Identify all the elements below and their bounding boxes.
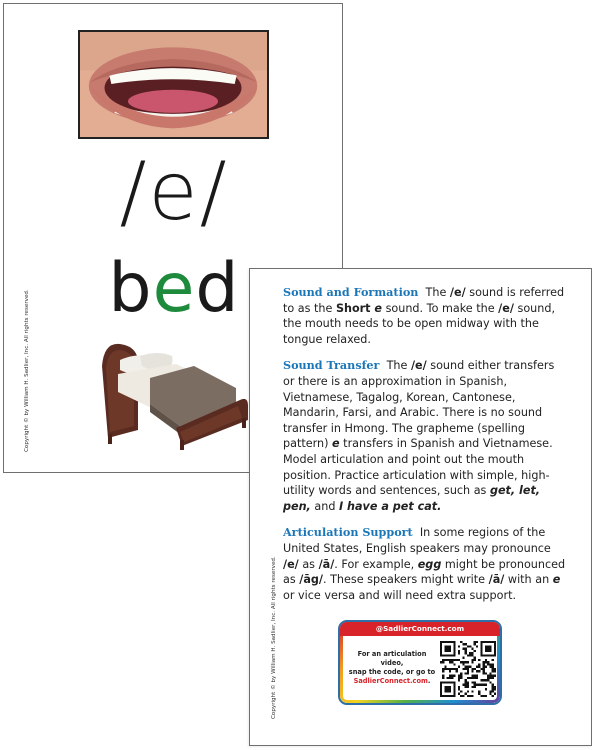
section-text: sound, the mouth needs to be open midway with the tongue relaxed. (283, 301, 556, 346)
section-text: with an (504, 573, 553, 587)
section-text: might be pronounced as (283, 557, 566, 587)
section-heading: Sound Transfer (283, 358, 380, 373)
section-text: and (310, 499, 339, 513)
section-text: e (374, 301, 383, 315)
section-text: In some regions of the United States, English speakers may pronounce (283, 526, 551, 555)
section-text: e (552, 573, 561, 587)
badge-link-suffix: . (427, 677, 431, 685)
bed-illustration (98, 334, 250, 450)
section-text: transfers in Spanish and Vietnamese. Model articulation and point out the mouth position. Practice articulation with simple, high-utility words and sentences, such as (283, 437, 553, 498)
section-text: /e/ (410, 359, 427, 373)
section-text: I have a pet cat. (338, 499, 442, 513)
section-text: /e/ (498, 301, 514, 315)
back-card (249, 268, 592, 746)
section-text: sound is referred to as the (283, 286, 565, 315)
section-text: get, let, pen, (283, 484, 541, 513)
section-text: sound either transfers or there is an approximation in Spanish, Vietnamese, Tagalog, Korean, Cantonese, Mandarin, Farsi, and Arabic. There is no sound transfer in Hmong. The grapheme (spelling pattern) (283, 359, 555, 451)
teaching-notes (283, 285, 567, 614)
section-text: /ā/ (318, 557, 335, 571)
section-heading: Sound and Formation (283, 285, 419, 299)
section-text: egg (417, 557, 442, 571)
section-text: /āg/ (299, 573, 323, 587)
section-text: as (298, 557, 319, 571)
section-text: e (332, 437, 340, 451)
section-text: The (425, 286, 450, 299)
section-1 (283, 285, 567, 347)
qr-code-icon[interactable] (440, 641, 496, 697)
phoneme-label: /e/ (119, 145, 229, 238)
badge-instructions (348, 650, 436, 686)
word-suffix: d (195, 249, 240, 328)
section-text: or vice versa and will need extra support. (283, 588, 517, 602)
mouth-illustration (80, 32, 267, 137)
section-text: /e/ (449, 286, 466, 299)
back-copyright: Copyright © by William H. Sadlier, Inc. All rights reserved. (271, 556, 277, 719)
section-heading: Articulation Support (283, 525, 413, 540)
section-text: sound. To make the (382, 301, 499, 315)
section-text: . For example, (334, 557, 418, 571)
section-3 (283, 525, 567, 603)
word-prefix: b (108, 249, 153, 328)
section-text: /ā/ (488, 573, 505, 587)
badge-header: @SadlierConnect.com (340, 622, 500, 636)
badge-link[interactable]: SadlierConnect.com (353, 677, 428, 685)
section-text: Short (335, 301, 375, 315)
mouth-photo (78, 30, 269, 139)
section-text: /e/ (283, 557, 299, 571)
section-text: The (386, 359, 411, 373)
front-copyright: Copyright © by William H. Sadlier, Inc. All rights reserved. (24, 289, 30, 452)
badge-line-1: For an articulation video, (357, 650, 427, 667)
badge-line-2: snap the code, or go to (348, 668, 436, 676)
section-2 (283, 358, 567, 514)
word-highlight-letter: e (152, 249, 196, 328)
section-text: . These speakers might write (322, 573, 489, 587)
sadlier-connect-badge[interactable] (338, 620, 502, 705)
